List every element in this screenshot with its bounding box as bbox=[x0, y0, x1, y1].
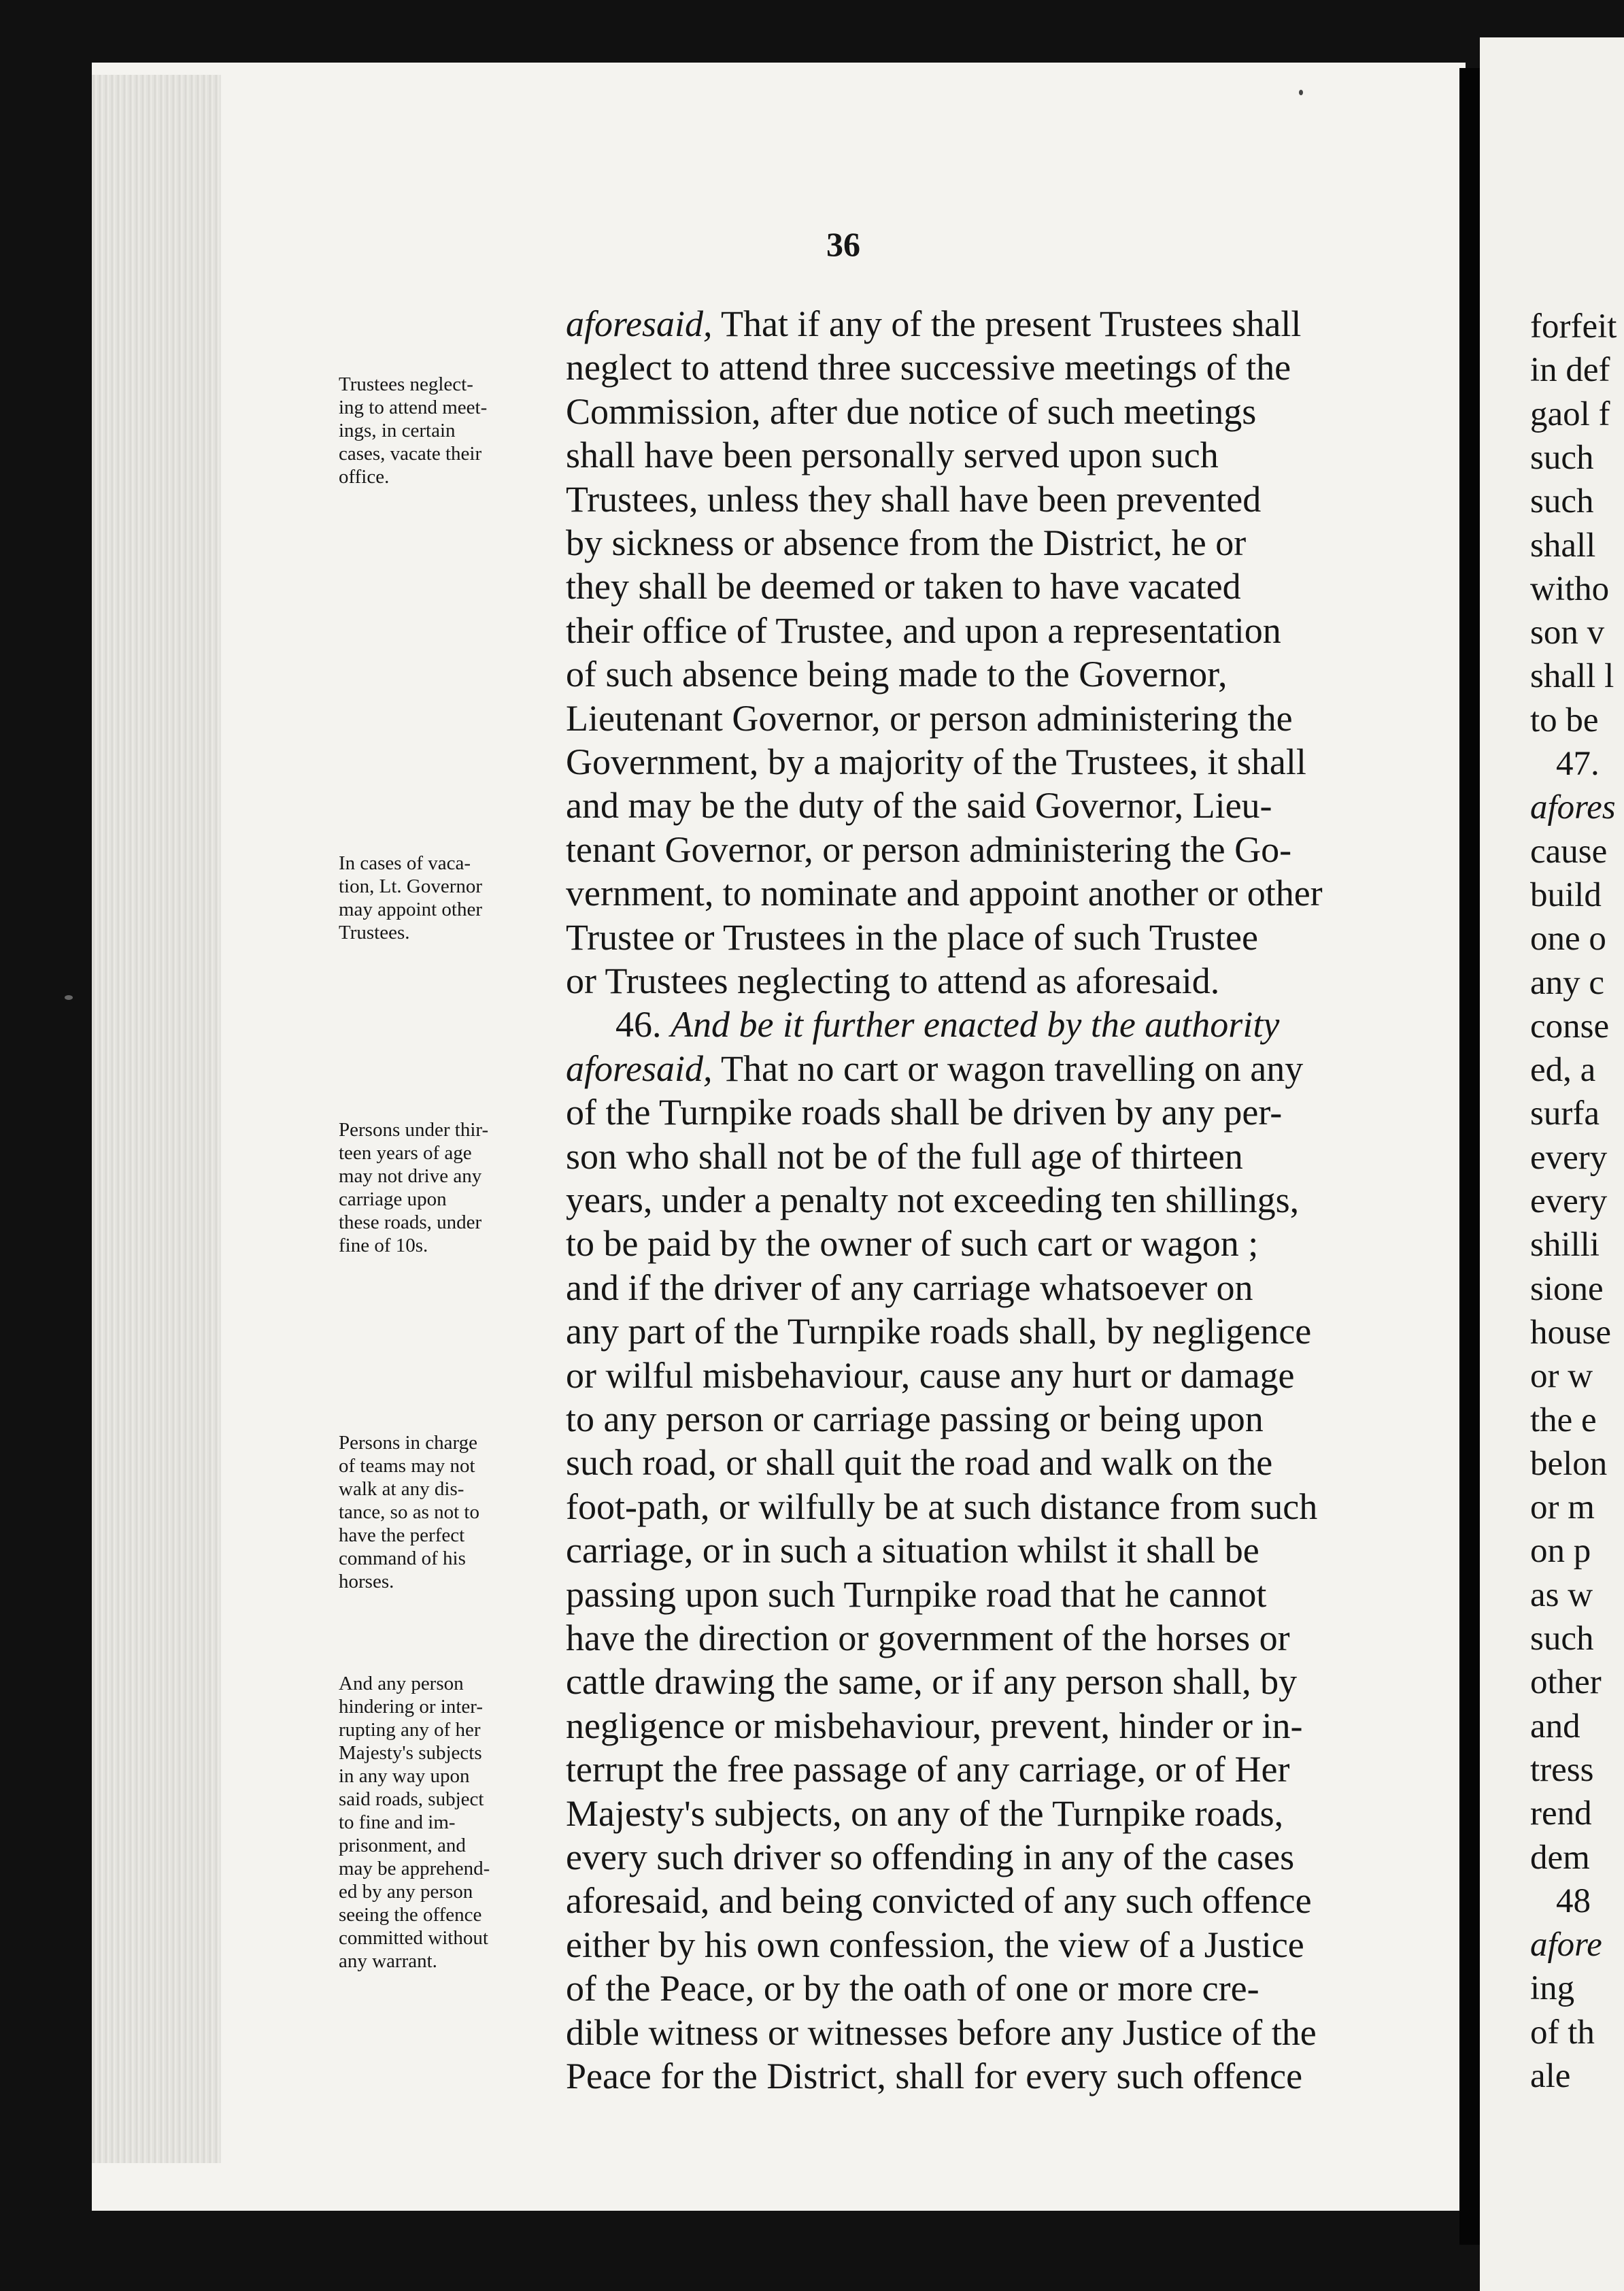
line-text: neglect to attend three successive meetings of the bbox=[566, 347, 1291, 388]
facing-page-line: rend bbox=[1530, 1794, 1592, 1833]
facing-page-line: build bbox=[1530, 875, 1602, 914]
facing-page-line: on p bbox=[1530, 1532, 1591, 1571]
facing-page-line: as w bbox=[1530, 1575, 1593, 1614]
facing-page-line: ed, a bbox=[1530, 1051, 1596, 1090]
line-text: That no cart or wagon travelling on any bbox=[712, 1048, 1304, 1089]
body-line bbox=[566, 2011, 1317, 2054]
line-text: aforesaid, and being convicted of any such offence bbox=[566, 1880, 1312, 1922]
line-text: and if the driver of any carriage whatsoever on bbox=[566, 1267, 1253, 1308]
body-line bbox=[566, 346, 1291, 389]
line-text: to any person or carriage passing or being upon bbox=[566, 1399, 1264, 1439]
facing-page-fragment bbox=[1480, 37, 1624, 2291]
line-text: Lieutenant Governor, or person administering the bbox=[566, 697, 1293, 739]
body-line bbox=[566, 1879, 1312, 1922]
line-text: terrupt the free passage of any carriage, or of Her bbox=[566, 1749, 1290, 1790]
body-line bbox=[566, 1923, 1304, 1967]
line-text: Commission, after due notice of such meetings bbox=[566, 390, 1257, 432]
body-line bbox=[566, 1397, 1264, 1441]
line-text: or Trustees neglecting to attend as aforesaid. bbox=[566, 960, 1220, 1001]
facing-page-line: son v bbox=[1530, 614, 1605, 652]
body-line bbox=[566, 1616, 1290, 1660]
body-line bbox=[566, 565, 1241, 608]
line-text: of the Turnpike roads shall be driven by any per- bbox=[566, 1092, 1283, 1133]
facing-page-line: shilli bbox=[1530, 1226, 1600, 1265]
line-text: or wilful misbehaviour, cause any hurt or damage bbox=[566, 1354, 1295, 1396]
line-text: cattle drawing the same, or if any person shall, by bbox=[566, 1661, 1298, 1703]
body-line bbox=[566, 916, 1258, 959]
body-line bbox=[566, 828, 1291, 871]
facing-page-line: or m bbox=[1530, 1488, 1595, 1527]
body-line bbox=[566, 1747, 1289, 1791]
line-text: their office of Trustee, and upon a representation bbox=[566, 609, 1281, 651]
body-line bbox=[566, 1354, 1295, 1397]
body-line bbox=[566, 959, 1219, 1003]
print-speck bbox=[1299, 90, 1303, 95]
facing-page-line: such bbox=[1530, 1620, 1594, 1658]
facing-page-line: conse bbox=[1530, 1007, 1610, 1046]
line-text: Trustees, unless they shall have been prevented bbox=[566, 478, 1262, 520]
body-line bbox=[566, 1573, 1266, 1616]
margin-note-vacation-appointment: In cases of vaca- tion, Lt. Governor may appoint other Trustees. bbox=[339, 852, 483, 943]
body-line bbox=[566, 697, 1293, 740]
facing-page-line: afore bbox=[1530, 1926, 1602, 1964]
book-gutter bbox=[1459, 68, 1480, 2245]
facing-page-line: house bbox=[1530, 1313, 1611, 1352]
facing-page-line: such bbox=[1530, 438, 1594, 477]
line-text: Trustee or Trustees in the place of such Trustee bbox=[566, 916, 1258, 958]
italic-lead: aforesaid, bbox=[566, 1048, 713, 1089]
line-text: That if any of the present Trustees shall bbox=[712, 303, 1302, 344]
body-line bbox=[566, 1704, 1302, 1747]
body-line bbox=[566, 1222, 1258, 1265]
facing-page-line: dem bbox=[1530, 1838, 1590, 1877]
line-text: years, under a penalty not exceeding ten shillings, bbox=[566, 1180, 1300, 1220]
body-line bbox=[566, 1835, 1294, 1879]
margin-note-teams-command: Persons in charge of teams may not walk at any dis- tance, so as not to have the perfect command of his horses. bbox=[339, 1432, 479, 1592]
body-line bbox=[566, 1485, 1317, 1528]
facing-page-line: cause bbox=[1530, 832, 1608, 871]
body-line bbox=[566, 2054, 1302, 2098]
margin-note-hindering-subjects: And any person hindering or inter- rupting any of her Majesty's subjects in any way upon said roads, subject to fine and im- prisonment, and may be apprehend- ed by any person seeing the offence committed without any warrant. bbox=[339, 1673, 490, 1972]
line-text: such road, or shall quit the road and walk on the bbox=[566, 1442, 1273, 1484]
body-line bbox=[566, 390, 1256, 433]
facing-page-line: in def bbox=[1530, 351, 1610, 390]
line-text: vernment, to nominate and appoint another or other bbox=[566, 873, 1323, 914]
line-text: Majesty's subjects, on any of the Turnpike roads, bbox=[566, 1792, 1284, 1834]
body-line bbox=[566, 1528, 1259, 1572]
body-line bbox=[566, 1178, 1299, 1222]
line-text: Peace for the District, shall for every such offence bbox=[566, 2056, 1303, 2096]
body-line bbox=[566, 740, 1306, 784]
line-text: son who shall not be of the full age of thirteen bbox=[566, 1135, 1243, 1177]
facing-page-line: ale bbox=[1530, 2057, 1571, 2095]
facing-page-line: other bbox=[1530, 1663, 1602, 1702]
body-line bbox=[566, 1090, 1282, 1134]
line-text: either by his own confession, the view of a Justice bbox=[566, 1924, 1304, 1965]
line-text: have the direction or government of the horses or bbox=[566, 1618, 1290, 1658]
facing-page-line: any c bbox=[1530, 963, 1605, 1002]
line-text: foot-path, or wilfully be at such distance from such bbox=[566, 1486, 1318, 1527]
body-line bbox=[566, 1309, 1311, 1353]
line-text: 46. bbox=[615, 1004, 671, 1046]
page-edges bbox=[92, 75, 221, 2163]
facing-page-line: belon bbox=[1530, 1444, 1608, 1483]
body-line bbox=[566, 521, 1246, 565]
facing-page-line: to be bbox=[1530, 701, 1599, 739]
italic-enactment: And be it further enacted by the authority bbox=[671, 1004, 1280, 1046]
body-line bbox=[566, 871, 1323, 915]
body-line bbox=[566, 1660, 1297, 1703]
body-line bbox=[566, 784, 1272, 827]
facing-page-line: gaol f bbox=[1530, 395, 1610, 433]
facing-page-line: every bbox=[1530, 1138, 1608, 1177]
facing-page-line: the e bbox=[1530, 1401, 1597, 1439]
margin-note-age-limit: Persons under thir- teen years of age may not drive any carriage upon these roads, under fine of 10s. bbox=[339, 1119, 489, 1256]
line-text: shall have been personally served upon such bbox=[566, 435, 1219, 476]
line-text: dible witness or witnesses before any Justice of the bbox=[566, 2011, 1317, 2053]
facing-page-line: surfa bbox=[1530, 1094, 1600, 1133]
body-line bbox=[615, 1003, 1279, 1046]
body-line bbox=[566, 1967, 1259, 2010]
facing-page-line: 48 bbox=[1556, 1882, 1591, 1920]
body-line bbox=[566, 652, 1228, 696]
line-text: tenant Governor, or person administering the Go- bbox=[566, 829, 1292, 870]
line-text: of such absence being made to the Governor, bbox=[566, 654, 1228, 695]
print-speck bbox=[65, 995, 73, 1000]
line-text: any part of the Turnpike roads shall, by negligence bbox=[566, 1311, 1312, 1352]
line-text: Government, by a majority of the Trustees, it shall bbox=[566, 741, 1306, 782]
line-text: and may be the duty of the said Governor, Lieu- bbox=[566, 785, 1272, 826]
line-text: of the Peace, or by the oath of one or more cre- bbox=[566, 1968, 1259, 2009]
facing-page-line: or w bbox=[1530, 1357, 1593, 1396]
facing-page-line: witho bbox=[1530, 569, 1610, 608]
body-line bbox=[566, 1266, 1253, 1309]
facing-page-line: shall bbox=[1530, 526, 1596, 565]
margin-note-trustees-vacate: Trustees neglect- ing to attend meet- ings, in certain cases, vacate their office. bbox=[339, 373, 488, 488]
italic-lead: aforesaid, bbox=[566, 303, 713, 344]
facing-page-line: sione bbox=[1530, 1269, 1604, 1308]
facing-page-line: and bbox=[1530, 1707, 1580, 1745]
body-line bbox=[566, 1047, 1303, 1090]
body-line bbox=[566, 1135, 1243, 1178]
body-line bbox=[566, 609, 1281, 652]
facing-page-line: one o bbox=[1530, 920, 1606, 958]
facing-page-line: tress bbox=[1530, 1750, 1594, 1789]
line-text: negligence or misbehaviour, prevent, hinder or in- bbox=[566, 1705, 1303, 1746]
body-line bbox=[566, 478, 1261, 521]
facing-page-line: of th bbox=[1530, 2013, 1595, 2052]
line-text: carriage, or in such a situation whilst it shall be bbox=[566, 1530, 1259, 1571]
body-line bbox=[566, 1792, 1283, 1835]
line-text: they shall be deemed or taken to have vacated bbox=[566, 566, 1241, 607]
line-text: every such driver so offending in any of the cases bbox=[566, 1837, 1295, 1877]
page-number: 36 bbox=[826, 225, 860, 263]
body-line bbox=[566, 433, 1219, 477]
facing-page-line: ing bbox=[1530, 1969, 1575, 2008]
facing-page-line: such bbox=[1530, 482, 1594, 521]
line-text: by sickness or absence from the District, he or bbox=[566, 522, 1247, 563]
facing-page-line: afores bbox=[1530, 788, 1616, 827]
body-line bbox=[566, 1441, 1272, 1484]
facing-page-line: 47. bbox=[1556, 745, 1600, 783]
facing-page-line: forfeit bbox=[1530, 307, 1617, 346]
line-text: to be paid by the owner of such cart or wagon ; bbox=[566, 1223, 1259, 1265]
line-text: passing upon such Turnpike road that he cannot bbox=[566, 1573, 1267, 1615]
body-line bbox=[566, 302, 1301, 346]
facing-page-line: shall l bbox=[1530, 657, 1614, 696]
facing-page-line: every bbox=[1530, 1182, 1608, 1220]
